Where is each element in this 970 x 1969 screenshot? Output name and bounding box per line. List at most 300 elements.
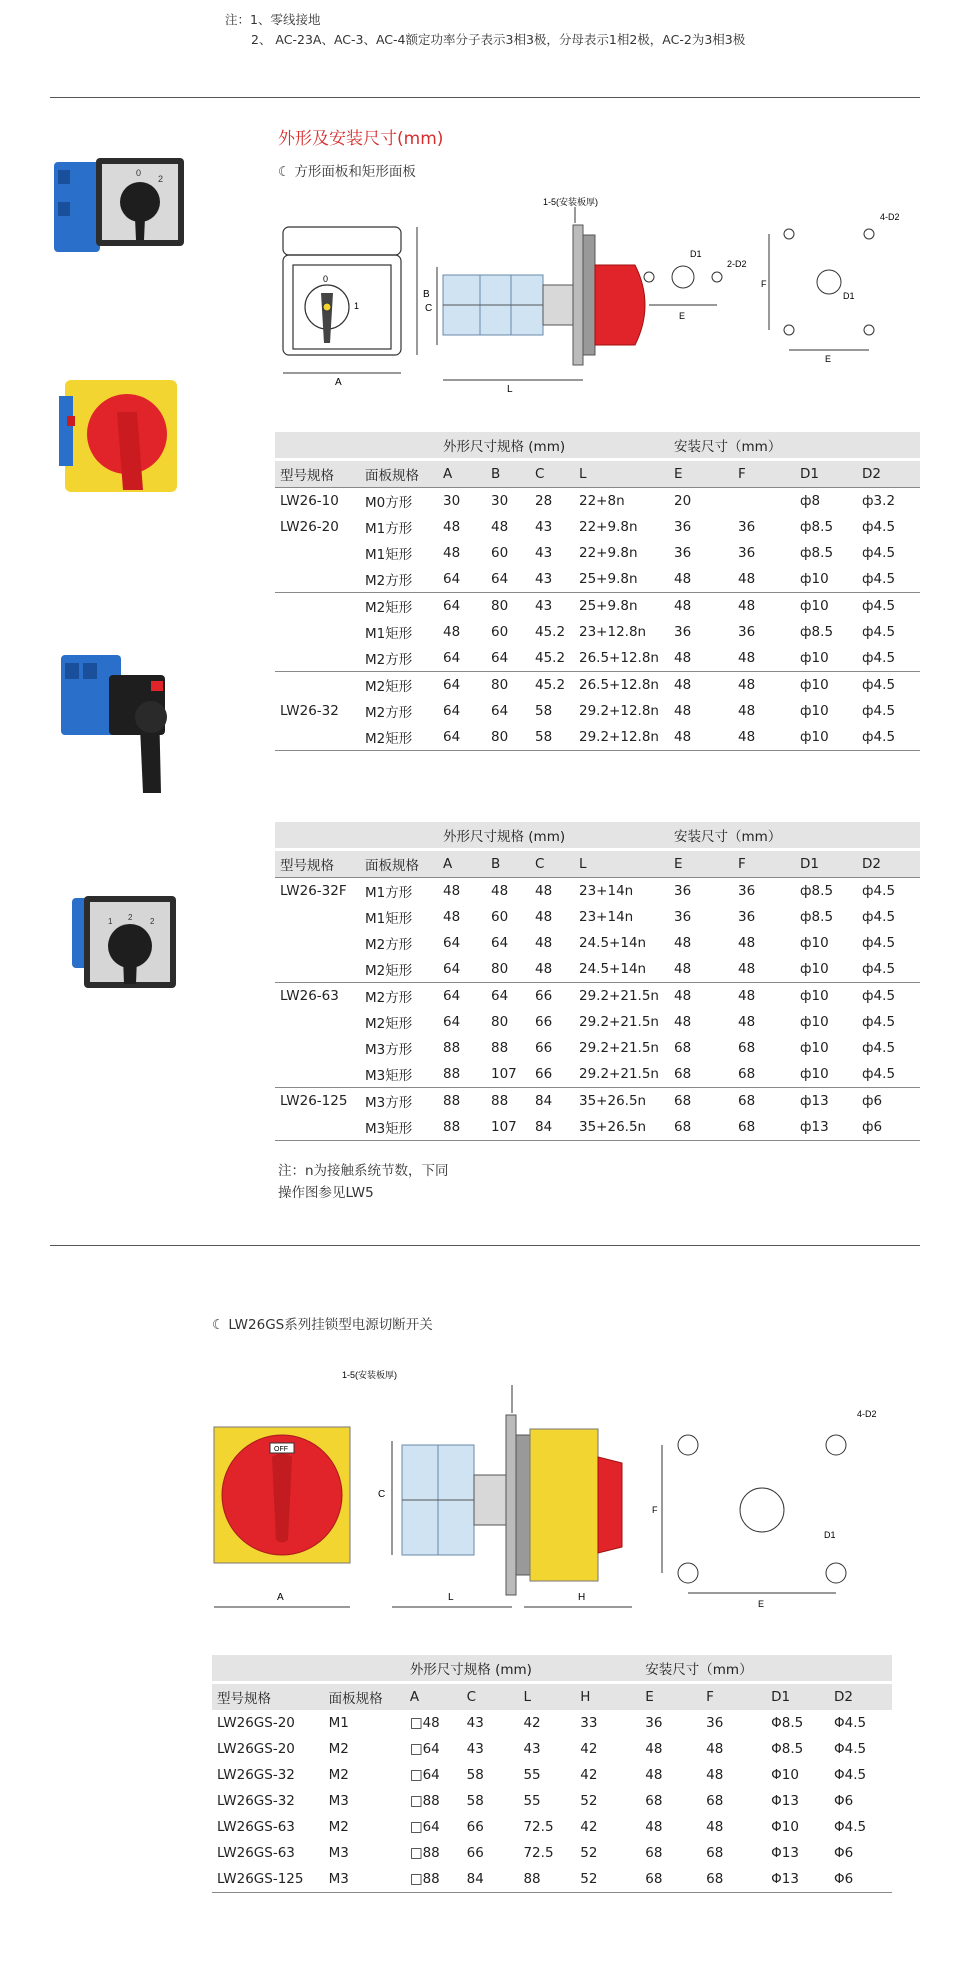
table-cell: 66 (535, 1040, 553, 1056)
table-cell: 25+9.8n (574, 593, 669, 620)
table3-group-header (212, 1655, 892, 1683)
table-cell (275, 593, 360, 620)
table-cell: M2 (328, 1741, 349, 1757)
table-cell: □48 (409, 1715, 440, 1731)
table-cell: 66 (466, 1845, 484, 1861)
table-cell: 55 (523, 1793, 541, 1809)
col-header: B (486, 460, 530, 488)
table-cell: 55 (523, 1767, 541, 1783)
table-cell: 48 (486, 878, 530, 905)
table-cell: ф10 (800, 935, 829, 951)
table-cell: 35+26.5n (574, 1088, 669, 1115)
table-row (275, 983, 920, 1010)
table-cell: 36 (706, 1715, 724, 1731)
table-cell: □88 (409, 1793, 440, 1809)
table-cell: ф4.5 (857, 672, 920, 699)
col-header: D1 (766, 1683, 829, 1711)
d1-label-2: D1 (843, 291, 855, 301)
table-cell (275, 1035, 360, 1061)
table-cell: M3 (328, 1845, 349, 1861)
table-cell: 48 (706, 1741, 724, 1757)
table-row (212, 1710, 892, 1736)
dimension-drawing-2 (212, 1345, 922, 1630)
table-cell: 29.2+12.8n (574, 724, 669, 751)
table-cell: Φ13 (771, 1793, 799, 1809)
table-cell: LW26-32F (275, 878, 360, 905)
table-cell: Φ6 (834, 1793, 854, 1809)
table-cell: ф4.5 (862, 703, 896, 719)
col-header: 型号规格 (275, 460, 360, 488)
col-header: D1 (795, 850, 857, 878)
divider-top (50, 97, 920, 98)
dim-c-label: C (425, 303, 433, 314)
table-cell: LW26GS-63 (217, 1819, 295, 1835)
table-cell: 42 (523, 1715, 541, 1731)
dim-f-label-2: F (652, 1505, 658, 1515)
col-header: F (733, 850, 795, 878)
table-row (212, 1840, 892, 1866)
table-cell: 68 (674, 1066, 692, 1082)
table-cell (733, 488, 795, 515)
d2-label-1: 2-D2 (727, 259, 747, 269)
table-cell: 35+26.5n (574, 1114, 669, 1141)
table-cell: 88 (491, 1040, 509, 1056)
table-cell: LW26GS-32 (217, 1767, 295, 1783)
table-cell: Φ13 (771, 1845, 799, 1861)
table-cell: 66 (535, 1014, 553, 1030)
table-cell: 48 (535, 909, 553, 925)
table-cell: 68 (733, 1114, 795, 1141)
table-cell: 48 (443, 519, 461, 535)
table-cell: ф10 (795, 672, 857, 699)
table-cell: 107 (486, 1114, 530, 1141)
table3-header-row (212, 1683, 892, 1711)
table-cell: 36 (674, 624, 692, 640)
table-cell: 80 (491, 1014, 509, 1030)
table-cell: 25+9.8n (579, 571, 638, 587)
group-header-outer: 外形尺寸规格 (mm) (438, 432, 669, 460)
table-cell: 33 (580, 1715, 598, 1731)
table-cell: 66 (535, 1066, 553, 1082)
section-subtitle: ☾ 方形面板和矩形面板 (278, 164, 416, 180)
table-cell: Φ8.5 (771, 1715, 804, 1731)
table-cell: 43 (530, 593, 574, 620)
table-cell: M3 (324, 1866, 405, 1893)
table-cell: Φ13 (766, 1866, 829, 1893)
table-cell: ф10 (800, 703, 829, 719)
table-cell: 68 (674, 1040, 692, 1056)
table-cell: 22+8n (574, 488, 669, 515)
table-cell: ф10 (800, 1040, 829, 1056)
col-header: C (462, 1683, 519, 1711)
table-cell: 29.2+21.5n (579, 1014, 659, 1030)
table-cell: 66 (466, 1819, 484, 1835)
table-cell: 36 (674, 909, 692, 925)
table-cell: 48 (669, 724, 733, 751)
table-cell: 48 (669, 672, 733, 699)
table-cell (275, 566, 360, 593)
table-cell: □88 (405, 1866, 462, 1893)
table-cell: 20 (669, 488, 733, 515)
table-cell: LW26-20 (280, 519, 339, 535)
table-cell: ф6 (857, 1114, 920, 1141)
table-cell: ф4.5 (862, 519, 896, 535)
spec-table-3 (212, 1655, 892, 1893)
dim-e-label-2: E (825, 354, 832, 364)
table-cell: ф10 (800, 961, 829, 977)
table-cell: 36 (669, 878, 733, 905)
table-cell: 48 (645, 1819, 663, 1835)
table-cell: 48 (443, 545, 461, 561)
top-note-line2: 2、 AC-23A、AC-3、AC-4额定功率分子表示3相3极，分母表示1相2极，AC-2为3相3极 (251, 32, 746, 47)
table-cell: ф8.5 (800, 624, 834, 640)
product-photo-yellow-red (55, 372, 190, 507)
table-row (275, 566, 920, 593)
table-cell: 36 (738, 624, 756, 640)
dim-e-label-3: E (758, 1599, 765, 1609)
table-cell (275, 645, 360, 672)
table-cell: 84 (462, 1866, 519, 1893)
table-cell: ф10 (800, 650, 829, 666)
table-cell: 64 (491, 703, 509, 719)
dimension-drawing-1 (275, 185, 925, 400)
table-row (275, 1088, 920, 1115)
table-cell: ф8.5 (800, 909, 834, 925)
table-cell: M2矩形 (360, 593, 438, 620)
foot-note-line2: 操作图参见LW5 (278, 1185, 374, 1201)
dim-e-label-1: E (679, 311, 686, 321)
table-cell: ф4.5 (857, 724, 920, 751)
table-cell: 29.2+21.5n (579, 1040, 659, 1056)
table-cell: 52 (580, 1793, 598, 1809)
table-cell: M1方形 (365, 521, 413, 537)
table-cell: 45.2 (530, 672, 574, 699)
table-cell: Φ4.5 (834, 1715, 867, 1731)
group-header-outer: 外形尺寸规格 (mm) (405, 1655, 640, 1683)
d1-label-1: D1 (690, 249, 702, 259)
table-cell: 64 (491, 571, 509, 587)
svg-text:2: 2 (150, 917, 155, 926)
table-cell: 88 (443, 1066, 461, 1082)
table-cell: Φ4.5 (834, 1819, 867, 1835)
col-header: A (438, 850, 486, 878)
table-cell (275, 724, 360, 751)
foot-note-line1: 注：n为接触系统节数，下同 (278, 1163, 449, 1179)
table-row (275, 514, 920, 540)
table-cell: M1矩形 (365, 547, 413, 563)
table-cell: Φ8.5 (771, 1741, 804, 1757)
table-row (275, 540, 920, 566)
table-cell: 29.2+12.8n (579, 703, 659, 719)
table-cell: 68 (640, 1866, 701, 1893)
table-row (275, 645, 920, 672)
table-cell: 48 (491, 519, 509, 535)
table-cell (275, 1009, 360, 1035)
col-header: D1 (795, 460, 857, 488)
svg-text:1: 1 (108, 917, 113, 926)
table-cell: M1矩形 (365, 911, 413, 927)
table-cell: 48 (706, 1767, 724, 1783)
table-cell: ф8 (795, 488, 857, 515)
spec-table-1 (275, 432, 920, 751)
table-cell: 60 (491, 909, 509, 925)
table-cell: ф10 (800, 571, 829, 587)
table-cell: 64 (491, 650, 509, 666)
table-cell: 48 (674, 571, 692, 587)
table-cell: 42 (580, 1819, 598, 1835)
table-cell: 36 (738, 545, 756, 561)
table-cell: ф4.5 (862, 650, 896, 666)
table-row (212, 1788, 892, 1814)
table-cell: 80 (486, 593, 530, 620)
table-cell: 43 (535, 519, 553, 535)
table-cell: 68 (733, 1088, 795, 1115)
table-cell: 64 (438, 724, 486, 751)
table-cell: M2方形 (365, 937, 413, 953)
group-header-outer: 外形尺寸规格 (mm) (438, 822, 669, 850)
col-header: 面板规格 (324, 1683, 405, 1711)
table-cell: 26.5+12.8n (574, 672, 669, 699)
spec-table-2 (275, 822, 920, 1141)
table-cell: 48 (669, 593, 733, 620)
table-cell: 22+9.8n (579, 545, 638, 561)
dim-a-label: A (335, 377, 342, 388)
table-cell: ф6 (857, 1088, 920, 1115)
table-cell: 43 (535, 545, 553, 561)
svg-text:2: 2 (158, 174, 164, 184)
table-cell: 68 (669, 1088, 733, 1115)
table-row (275, 724, 920, 751)
table-cell: ф13 (795, 1088, 857, 1115)
table-cell: Φ4.5 (834, 1767, 867, 1783)
table-cell: 43 (523, 1741, 541, 1757)
dim-l-label-2: L (448, 1592, 454, 1603)
table-row (275, 488, 920, 515)
col-header: H (575, 1683, 640, 1711)
table-cell: 23+14n (574, 878, 669, 905)
table-cell: 88 (486, 1088, 530, 1115)
table-cell (275, 956, 360, 983)
table-row (275, 930, 920, 956)
table-row (275, 698, 920, 724)
table-cell: 64 (438, 983, 486, 1010)
table-cell: 36 (733, 878, 795, 905)
table-cell: 88 (518, 1866, 575, 1893)
table-cell: 68 (701, 1866, 766, 1893)
table-row (275, 593, 920, 620)
table-cell: 64 (486, 983, 530, 1010)
table-cell (275, 540, 360, 566)
table-cell: 48 (674, 935, 692, 951)
col-header: F (701, 1683, 766, 1711)
table-cell: 26.5+12.8n (579, 650, 659, 666)
table-cell: 48 (733, 724, 795, 751)
table-cell: Φ10 (771, 1819, 799, 1835)
table-cell: 48 (738, 961, 756, 977)
table-cell: 64 (491, 935, 509, 951)
dim-h-label: H (578, 1592, 586, 1603)
table-cell (275, 904, 360, 930)
pos-1-label: 1 (354, 301, 360, 311)
table-cell: LW26GS-63 (217, 1845, 295, 1861)
table-cell: 68 (738, 1066, 756, 1082)
table-cell: ф4.5 (862, 545, 896, 561)
table-cell: 72.5 (523, 1819, 554, 1835)
table-cell: 52 (575, 1866, 640, 1893)
table-cell: LW26GS-20 (217, 1715, 295, 1731)
table-cell: Φ10 (771, 1767, 799, 1783)
table-cell: 64 (438, 593, 486, 620)
table-cell: M2矩形 (360, 724, 438, 751)
d2-label-4holes: 4-D2 (880, 212, 900, 222)
table-cell: ф8.5 (800, 545, 834, 561)
table-cell: LW26-125 (275, 1088, 360, 1115)
table-cell: 48 (738, 1014, 756, 1030)
col-header: 面板规格 (360, 460, 438, 488)
table-cell: 48 (738, 650, 756, 666)
col-header: L (574, 850, 669, 878)
table1-group-header (275, 432, 920, 460)
dim-b-label: B (423, 289, 430, 300)
group-header-mount: 安装尺寸（mm） (640, 1655, 892, 1683)
table-cell: LW26-32 (280, 703, 339, 719)
table-cell: 48 (530, 878, 574, 905)
table-cell: 36 (674, 545, 692, 561)
section2-subtitle: ☾ LW26GS系列挂锁型电源切断开关 (212, 1317, 433, 1333)
table-cell: 80 (491, 961, 509, 977)
table-cell: 48 (669, 983, 733, 1010)
table-cell: 48 (438, 878, 486, 905)
col-header: A (438, 460, 486, 488)
table-cell: 48 (733, 983, 795, 1010)
svg-text:0: 0 (136, 168, 142, 178)
table-cell: ф4.5 (857, 593, 920, 620)
table-cell: 36 (738, 909, 756, 925)
table-cell: M2矩形 (365, 963, 413, 979)
table-cell: 48 (674, 961, 692, 977)
table-cell: LW26-63 (275, 983, 360, 1010)
table-cell (275, 672, 360, 699)
table-row (275, 878, 920, 905)
table-cell: M3方形 (360, 1088, 438, 1115)
table-cell: 58 (530, 724, 574, 751)
table-row (275, 1061, 920, 1088)
table-cell: 68 (645, 1845, 663, 1861)
table-cell: M1方形 (360, 878, 438, 905)
table-cell: 48 (535, 961, 553, 977)
table-cell: 68 (706, 1845, 724, 1861)
table-cell: M3 (328, 1793, 349, 1809)
table-cell: 48 (443, 909, 461, 925)
table2-group-header (275, 822, 920, 850)
table-cell (275, 1061, 360, 1088)
table-cell: ф4.5 (862, 1014, 896, 1030)
pos-0-label: 0 (323, 274, 329, 284)
table-cell: M3矩形 (365, 1068, 413, 1084)
table-cell: M2矩形 (365, 1016, 413, 1032)
table-cell: M3方形 (365, 1042, 413, 1058)
table-cell: 30 (486, 488, 530, 515)
table-cell: Φ6 (829, 1866, 892, 1893)
dim-l-label: L (507, 384, 513, 395)
table-cell (275, 619, 360, 645)
table-row (275, 672, 920, 699)
table-cell: M3矩形 (360, 1114, 438, 1141)
table-cell: 29.2+21.5n (579, 1066, 659, 1082)
table-row (212, 1762, 892, 1788)
panel-thickness-label-2: 1-5(安装板厚) (342, 1370, 398, 1380)
table-cell: ф4.5 (857, 878, 920, 905)
table-cell: 52 (580, 1845, 598, 1861)
col-header: L (518, 1683, 575, 1711)
table-cell: LW26GS-20 (217, 1741, 295, 1757)
table-cell: 68 (706, 1793, 724, 1809)
table-cell: LW26GS-32 (217, 1793, 295, 1809)
table-cell: 68 (669, 1114, 733, 1141)
table-cell: ф4.5 (862, 935, 896, 951)
table-cell: 88 (438, 1114, 486, 1141)
table-row (212, 1736, 892, 1762)
col-header: A (405, 1683, 462, 1711)
table-row (275, 904, 920, 930)
table-cell: 45.2 (535, 624, 566, 640)
table-cell: ф10 (795, 593, 857, 620)
table-cell: 45.2 (535, 650, 566, 666)
table-row (275, 956, 920, 983)
table-cell: M1 (328, 1715, 349, 1731)
table-cell: 64 (443, 961, 461, 977)
table-cell: ф4.5 (862, 1066, 896, 1082)
table-cell: M1矩形 (365, 626, 413, 642)
table-cell: ф4.5 (862, 571, 896, 587)
col-header: 型号规格 (212, 1683, 324, 1711)
table-cell: LW26GS-125 (212, 1866, 324, 1893)
table-row (275, 1009, 920, 1035)
svg-text:2: 2 (128, 913, 133, 922)
table-cell: ф13 (795, 1114, 857, 1141)
table-cell: 48 (738, 935, 756, 951)
table-cell: M2矩形 (360, 672, 438, 699)
table-cell: M2 (328, 1819, 349, 1835)
table-cell: 72.5 (523, 1845, 554, 1861)
table-cell: M0方形 (360, 488, 438, 515)
table-cell: 28 (530, 488, 574, 515)
table-cell: 48 (443, 624, 461, 640)
table-cell: 64 (443, 1014, 461, 1030)
table-cell: 48 (535, 935, 553, 951)
table-cell: ф10 (795, 983, 857, 1010)
table-cell: 48 (738, 703, 756, 719)
table-cell: Φ4.5 (834, 1741, 867, 1757)
table-cell: 24.5+14n (579, 935, 647, 951)
section-title: 外形及安装尺寸(mm) (278, 129, 444, 149)
col-header: D2 (857, 460, 920, 488)
table-cell: 64 (443, 650, 461, 666)
table-cell: M2方形 (365, 705, 413, 721)
table-cell: □64 (409, 1741, 440, 1757)
table-cell: 48 (645, 1741, 663, 1757)
table-cell: 58 (466, 1793, 484, 1809)
table-cell: M2方形 (365, 573, 413, 589)
table-cell: 48 (733, 593, 795, 620)
panel-thickness-label-1: 1-5(安装板厚) (543, 197, 599, 207)
table-cell: □88 (409, 1845, 440, 1861)
front-view (283, 227, 401, 355)
table-cell (275, 930, 360, 956)
table-cell: 48 (706, 1819, 724, 1835)
foot-notes (278, 1160, 449, 1204)
off-label: OFF (274, 1446, 288, 1453)
